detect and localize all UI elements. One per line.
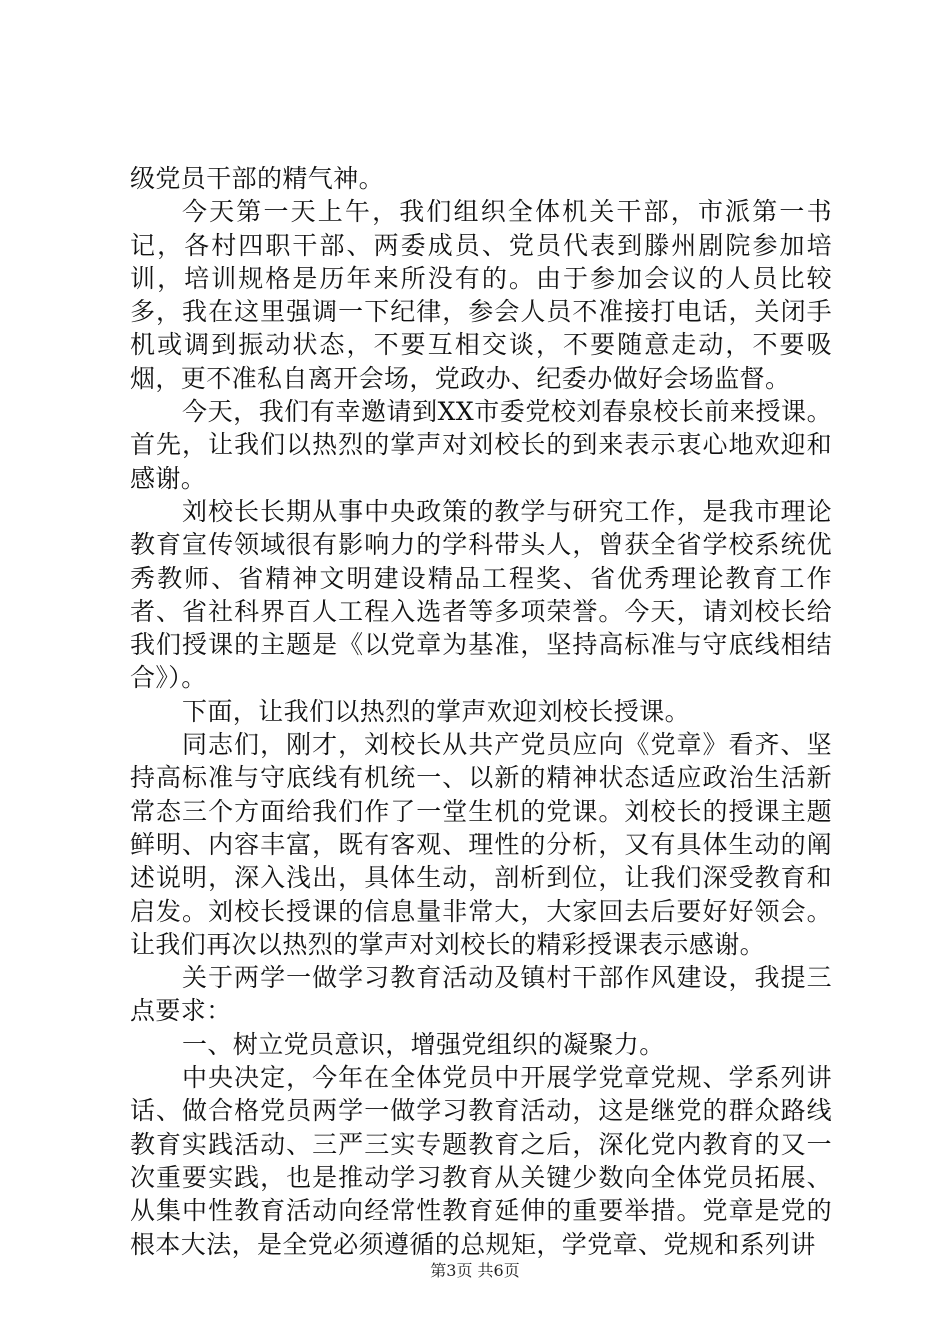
paragraph-7: 关于两学一做学习教育活动及镇村干部作风建设，我提三点要求： (130, 963, 832, 1026)
paragraph-5: 下面，让我们以热烈的掌声欢迎刘校长授课。 (182, 696, 691, 726)
paragraph-6: 同志们，刚才，刘校长从共产党员应向《党章》看齐、坚持高标准与守底线有机统一、以新的精神状态适应政治生活新常态三个方面给我们作了一堂生机的党课。刘校长的授课主题鲜明、内容丰富，既有客观、理性的分析，又有具体生动的阐述说明，深入浅出，具体生动，剖析到位，让我们深受教育和启发。刘校长授课的信息量非常大，大家回去后要好好领会。让我们再次以热烈的掌声对刘校长的精彩授课表示感谢。 (130, 730, 832, 959)
paragraph-3: 今天，我们有幸邀请到XX市委党校刘春泉校长前来授课。首先，让我们以热烈的掌声对刘校长的到来表示衷心地欢迎和感谢。 (130, 397, 832, 493)
paragraph-8: 中央决定，今年在全体党员中开展学党章党规、学系列讲话、做合格党员两学一做学习教育活动，这是继党的群众路线教育实践活动、三严三实专题教育之后，深化党内教育的又一次重要实践，也是推动学习教育从关键少数向全体党员拓展、从集中性教育活动向经常性教育延伸的重要举措。党章是党的根本大法，是全党必须遵循的总规矩，学党章、党规和系列讲 (130, 1063, 832, 1259)
paragraph-1: 级党员干部的精气神。 (130, 164, 385, 193)
page-footer: 第3页 共6页 (430, 1261, 520, 1280)
section-heading-1: 一、树立党员意识，增强党组织的凝聚力。 (182, 1029, 665, 1059)
paragraph-2: 今天第一天上午，我们组织全体机关干部，市派第一书记，各村四职干部、两委成员、党员代表到滕州剧院参加培训，培训规格是历年来所没有的。由于参加会议的人员比较多，我在这里强调一下纪律，参会人员不准接打电话，关闭手机或调到振动状态，不要互相交谈，不要随意走动，不要吸烟，更不准私自离开会场，党政办、纪委办做好会场监督。 (130, 197, 832, 393)
paragraph-4: 刘校长长期从事中央政策的教学与研究工作，是我市理论教育宣传领域很有影响力的学科带头人，曾获全省学校系统优秀教师、省精神文明建设精品工程奖、省优秀理论教育工作者、省社科界百人工程入选者等多项荣誉。今天，请刘校长给我们授课的主题是《以党章为基准，坚持高标准与守底线相结合》）。 (130, 496, 832, 693)
document-body (130, 162, 832, 1261)
